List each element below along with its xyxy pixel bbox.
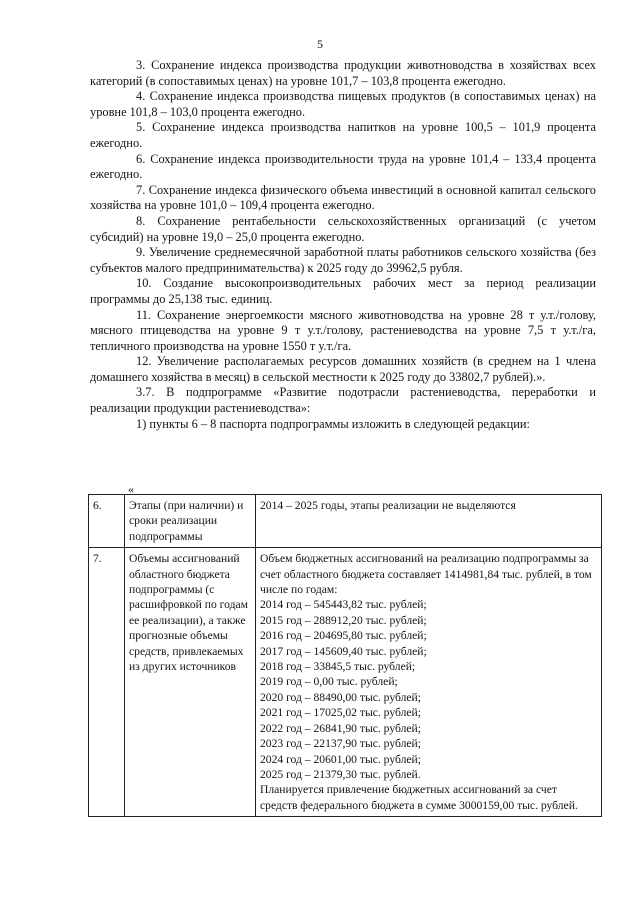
- funding-year: 2023 год – 22137,90 тыс. рублей;: [260, 737, 421, 751]
- funding-intro: Объем бюджетных ассигнований на реализацию подпрограммы за счет областного бюджета составляет 1414981,84 тыс. рублей, в том числе по годам:: [260, 552, 592, 597]
- passport-table: [88, 494, 602, 817]
- table-row: [89, 495, 602, 548]
- funding-year: 2019 год – 0,00 тыс. рублей;: [260, 675, 398, 689]
- document-body: [90, 58, 596, 432]
- paragraph-5: 5. Сохранение индекса производства напитков на уровне 100,5 – 101,9 процента ежегодно.: [90, 120, 596, 150]
- row-value: [256, 548, 602, 817]
- funding-year: 2025 год – 21379,30 тыс. рублей.: [260, 767, 421, 781]
- row-number: 7.: [89, 548, 125, 817]
- funding-year: 2017 год – 145609,40 тыс. рублей;: [260, 644, 427, 658]
- paragraph-instruction: 1) пункты 6 – 8 паспорта подпрограммы изложить в следующей редакции:: [136, 416, 530, 431]
- row-number: 6.: [89, 495, 125, 548]
- paragraph-12: 12. Увеличение располагаемых ресурсов домашних хозяйств (в среднем на 1 члена домашнего хозяйства в месяц) в сельской местности к 2025 году до 33802,7 рублей).».: [90, 354, 596, 384]
- paragraph-11: 11. Сохранение энергоемкости мясного животноводства на уровне 28 т у.т./голову, мясного птицеводства на уровне 9 т у.т./голову, растениеводства на уровне 7,5 т у.т./га, тепличного производства на уровне 1550 т у.т./га.: [90, 307, 596, 353]
- row-value: 2014 – 2025 годы, этапы реализации не выделяются: [256, 495, 602, 548]
- funding-year: 2018 год – 33845,5 тыс. рублей;: [260, 660, 416, 674]
- row-label: Этапы (при наличии) и сроки реализации подпрограммы: [125, 495, 256, 548]
- opening-quote: «: [128, 482, 134, 496]
- funding-year: 2022 год – 26841,90 тыс. рублей;: [260, 721, 421, 735]
- funding-year: 2020 год – 88490,00 тыс. рублей;: [260, 690, 421, 704]
- paragraph-9: 9. Увеличение среднемесячной заработной платы работников сельского хозяйства (без субъектов малого предпринимательства) к 2025 году до 39962,5 рубля.: [90, 245, 596, 275]
- paragraph-4: 4. Сохранение индекса производства пищевых продуктов (в сопоставимых ценах) на уровне 101,8 – 103,0 процента ежегодно.: [90, 89, 596, 119]
- funding-year: 2014 год – 545443,82 тыс. рублей;: [260, 598, 427, 612]
- paragraph-10: 10. Создание высокопроизводительных рабочих мест за период реализации программы до 25,138 тыс. единиц.: [90, 276, 596, 306]
- paragraph-7: 7. Сохранение индекса физического объема инвестиций в основной капитал сельского хозяйства на уровне 101,0 – 109,4 процента ежегодно.: [90, 182, 596, 213]
- row-label: Объемы ассигнований областного бюджета подпрограммы (с расшифровкой по годам ее реализации), а также прогнозные объемы средств, привлекаемых из других источников: [125, 548, 256, 817]
- paragraph-3: 3. Сохранение индекса производства продукции животноводства в хозяйствах всех категорий (в сопоставимых ценах) на уровне 101,7 – 103,8 процента ежегодно.: [90, 58, 596, 88]
- funding-year: 2021 год – 17025,02 тыс. рублей;: [260, 706, 421, 720]
- page-number: 5: [317, 37, 323, 51]
- paragraph-3-7: 3.7. В подпрограмме «Развитие подотрасли растениеводства, переработки и реализации продукции растениеводства»:: [90, 385, 596, 416]
- federal-funding: Планируется привлечение бюджетных ассигнований за счет средств федерального бюджета в сумме 3000159,00 тыс. рублей.: [260, 783, 578, 812]
- table-row: [89, 548, 602, 817]
- paragraph-6: 6. Сохранение индекса производительности труда на уровне 101,4 – 133,4 процента ежегодно.: [90, 151, 596, 182]
- funding-year: 2024 год – 20601,00 тыс. рублей;: [260, 752, 421, 766]
- funding-year: 2015 год – 288912,20 тыс. рублей;: [260, 613, 427, 627]
- paragraph-8: 8. Сохранение рентабельности сельскохозяйственных организаций (с учетом субсидий) на уровне 19,0 – 25,0 процента ежегодно.: [90, 213, 596, 244]
- funding-year: 2016 год – 204695,80 тыс. рублей;: [260, 629, 427, 643]
